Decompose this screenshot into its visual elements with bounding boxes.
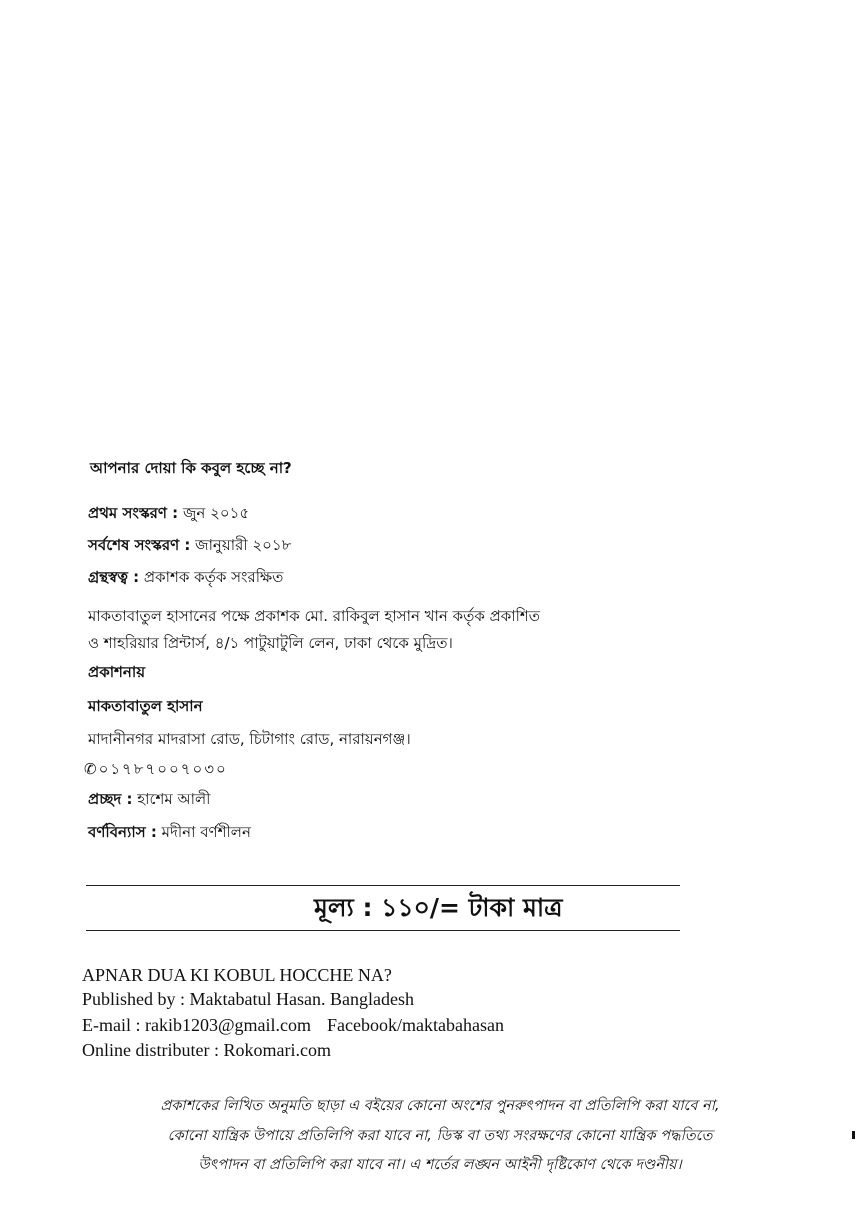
- copyright-notice-line-2: কোনো যান্ত্রিক উপায়ে প্রতিলিপি করা যাবে না, ডিস্ক বা তথ্য সংরক্ষণের কোনো যান্ত্রিক পদ্ধতিতে: [167, 1128, 713, 1144]
- publishing-statement-line-1: মাকতাবাতুল হাসানের পক্ষে প্রকাশক মো. রাকিবুল হাসান খান কর্তৃক প্রকাশিত: [88, 607, 541, 625]
- first-edition-label: প্রথম সংস্করণ :: [88, 504, 179, 522]
- composition-value: মদীনা বর্ণশীলন: [161, 823, 251, 841]
- copyright-label: গ্রন্থস্বত্ব :: [88, 568, 140, 586]
- first-edition-value: জুন ২০১৫: [182, 504, 250, 522]
- copyright-notice-line-1: প্রকাশকের লিখিত অনুমতি ছাড়া এ বইয়ের কোনো অংশের পুনরুৎপাদন বা প্রতিলিপি করা যাবে না,: [160, 1098, 720, 1114]
- english-email: E-mail : rakib1203@gmail.com: [82, 1015, 312, 1035]
- scan-edge-mark: [852, 1131, 855, 1139]
- english-title: APNAR DUA KI KOBUL HOCCHE NA?: [82, 965, 392, 985]
- latest-edition-label: সর্বশেষ সংস্করণ :: [88, 536, 191, 554]
- cover-label: প্রচ্ছদ :: [88, 790, 133, 808]
- english-distributor: Online distributer : Rokomari.com: [82, 1040, 331, 1060]
- publisher-address: মাদানীনগর মাদরাসা রোড, চিটাগাং রোড, নারায়নগঞ্জ।: [88, 730, 411, 748]
- book-title-bangla: আপনার দোয়া কি কবুল হচ্ছে না?: [90, 459, 292, 477]
- composition-line: [88, 822, 251, 842]
- cover-designer-line: [88, 789, 210, 809]
- copyright-line: [88, 567, 283, 587]
- english-published-by: Published by : Maktabatul Hasan. Bangladesh: [82, 989, 414, 1009]
- latest-edition-line: [88, 535, 291, 555]
- price-rule-bottom: [86, 930, 680, 931]
- publisher-name: মাকতাবাতুল হাসান: [88, 697, 203, 715]
- copyright-notice-line-3: উৎপাদন বা প্রতিলিপি করা যাবে না। এ শর্তের লঙ্ঘন আইনী দৃষ্টিকোণ থেকে দণ্ডনীয়।: [198, 1157, 682, 1173]
- publisher-heading: প্রকাশনায়: [88, 663, 146, 681]
- first-edition-line: [88, 503, 249, 523]
- publishing-statement-line-2: ও শাহরিয়ার প্রিন্টার্স, ৪/১ পাটুয়াটুলি লেন, ঢাকা থেকে মুদ্রিত।: [88, 634, 453, 652]
- publisher-phone: ✆০১৭৮৭০০৭০৩০: [84, 760, 228, 778]
- composition-label: বর্ণবিন্যাস :: [88, 823, 157, 841]
- latest-edition-value: জানুয়ারী ২০১৮: [195, 536, 292, 554]
- copyright-value: প্রকাশক কর্তৃক সংরক্ষিত: [143, 568, 284, 586]
- cover-value: হাশেম আলী: [137, 790, 211, 808]
- english-contact-row: [82, 1014, 504, 1036]
- price-rule-top: [86, 885, 680, 886]
- english-facebook: Facebook/maktabahasan: [327, 1015, 504, 1035]
- price-label: মূল্য : ১১০/= টাকা মাত্র: [314, 893, 563, 922]
